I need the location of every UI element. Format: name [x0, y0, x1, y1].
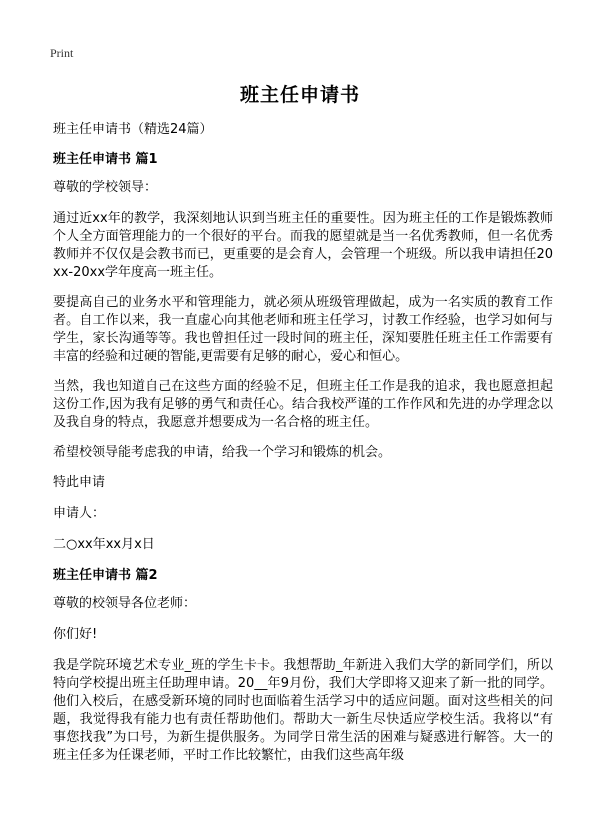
salutation: 尊敬的校领导各位老师： [53, 596, 197, 611]
paragraph: 当然，我也知道自己在这些方面的经验不足，但班主任工作是我的追求，我也愿意担起这份工作,因为我有足够的勇气和责任心。结合我校严谨的工作作风和先进的办学理念以及我自身的特点，我愿意并想要成为一名合格的班主任。 [53, 379, 553, 430]
document-title: 班主任申请书 [239, 84, 360, 106]
salutation: 尊敬的学校领导： [53, 180, 158, 195]
paragraph: 希望校领导能考虑我的申请，给我一个学习和锻炼的机会。 [53, 445, 392, 460]
letter-date: 二○xx年xx月x日 [53, 537, 155, 552]
section-heading-2: 班主任申请书 篇2 [53, 568, 158, 583]
paragraph: 要提高自己的业务水平和管理能力，就必须从班级管理做起，成为一名实质的教育工作者。自工作以来，我一直虚心向其他老师和班主任学习，讨教工作经验，也学习如何与学生，家长沟通等等。我也曾担任过一段时间的班主任，深知要胜任班主任工作需要有丰富的经验和过硬的智能,更需要有足够的耐心，爱心和恒心。 [53, 295, 553, 364]
greeting: 你们好! [53, 627, 98, 642]
document-body [53, 121, 553, 777]
paragraph: 我是学院环境艺术专业_班的学生卡卡。我想帮助_年新进入我们大学的新同学们，所以特向学校提出班主任助理申请。20__年9月份，我们大学即将又迎来了新一批的同学。他们入校后，在感受新环境的同时也面临着生活学习中的适应问题。面对这些相关的问题，我觉得我有能力也有责任帮助他们。帮助大一新生尽快适应学校生活。我将以“有事您找我”为口号，为新生提供服务。为同学日常生活的困难与疑惑进行解答。大一的班主任多为任课老师，平时工作比较繁忙，由我们这些高年级 [53, 658, 553, 763]
applicant-label: 申请人： [53, 506, 106, 521]
print-link[interactable]: Print [50, 46, 74, 60]
paragraph: 通过近xx年的教学，我深刻地认识到当班主任的重要性。因为班主任的工作是锻炼教师个人全方面管理能力的一个很好的平台。而我的愿望就是当一名优秀教师，但一名优秀教师并不仅仅是会教书而已，更重要的是会育人，会管理一个班级。所以我申请担任20xx-20xx学年度高一班主任。 [53, 211, 553, 280]
document-subtitle: 班主任申请书（精选24篇） [53, 122, 213, 137]
section-heading-1: 班主任申请书 篇1 [53, 152, 158, 167]
closing-phrase: 特此申请 [53, 475, 106, 490]
